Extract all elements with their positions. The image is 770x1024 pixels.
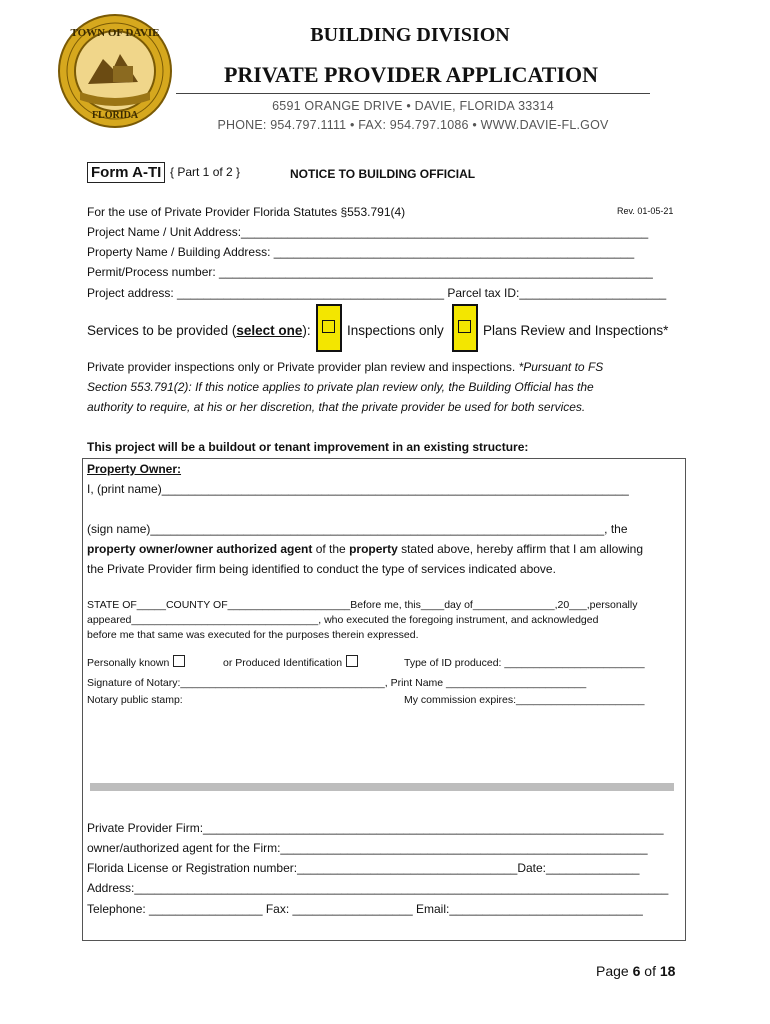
notice-title: NOTICE TO BUILDING OFFICIAL xyxy=(290,167,476,181)
print-name-field[interactable]: I, (print name)______________________________________________________________________ xyxy=(87,482,629,496)
statute-line: For the use of Private Provider Florida Statutes §553.791(4) xyxy=(87,205,406,219)
checkbox-icon[interactable] xyxy=(346,655,358,667)
services-label: Services to be provided (select one): xyxy=(87,323,311,338)
sign-name-field[interactable]: (sign name)____________________________________________________________________, the xyxy=(87,522,628,536)
permit-number-field[interactable]: Permit/Process number: _________________________________________________________________ xyxy=(87,265,653,279)
contact-line: PHONE: 954.797.1111 • FAX: 954.797.1086 • WWW.DAVIE-FL.GOV xyxy=(217,118,609,132)
revision-date: Rev. 01-05-21 xyxy=(617,206,674,216)
notary-before-line: before me that same was executed for the purposes therein expressed. xyxy=(87,629,419,641)
project-address-field[interactable]: Project address: ________________________________________ Parcel tax ID:______________________ xyxy=(87,286,667,300)
svg-text:FLORIDA: FLORIDA xyxy=(91,110,139,121)
form-id: Form A-TI xyxy=(87,162,165,183)
owner-affirmation: property owner/owner authorized agent of the property stated above, hereby affirm that I am allowing xyxy=(87,542,643,556)
checkbox-icon[interactable] xyxy=(173,655,185,667)
option-plans-review: Plans Review and Inspections* xyxy=(483,323,669,338)
produced-id-option[interactable]: or Produced Identification xyxy=(223,655,358,671)
town-seal-logo xyxy=(58,14,172,128)
section-separator xyxy=(90,783,674,791)
provider-agent-field[interactable]: owner/authorized agent for the Firm:_______________________________________________________ xyxy=(87,841,648,855)
property-owner-heading: Property Owner: xyxy=(87,462,182,476)
license-number-field[interactable]: Florida License or Registration number:_________________________________Date:______________ xyxy=(87,861,640,875)
form-part: { Part 1 of 2 } xyxy=(170,165,241,179)
provider-address-field[interactable]: Address:________________________________________________________________________________ xyxy=(87,881,669,895)
division-title: BUILDING DIVISION xyxy=(310,24,510,46)
checkbox-icon xyxy=(322,320,335,333)
personally-known-option[interactable]: Personally known xyxy=(87,655,185,671)
svg-text:TOWN OF DAVIE: TOWN OF DAVIE xyxy=(70,27,160,39)
header-divider xyxy=(176,93,650,94)
page-number: Page 6 of 18 xyxy=(596,963,676,979)
checkbox-icon xyxy=(458,320,471,333)
notary-signature-field[interactable]: Signature of Notary:___________________________________, Print Name ________________________ xyxy=(87,677,587,689)
services-explanation: Private provider inspections only or Private provider plan review and inspections. *Pursuant to FS Section 553.791(2): If this notice applies to private plan review only, the Building Official has the authority to require, at his or her discretion, that the private provider be used for both services. xyxy=(87,360,604,414)
notary-appeared-line[interactable]: appeared________________________________, who executed the foregoing instrument, and acknowledged xyxy=(87,614,599,626)
property-name-field[interactable]: Property Name / Building Address: ______________________________________________________ xyxy=(87,245,635,259)
plans-review-checkbox[interactable] xyxy=(452,304,478,352)
provider-firm-field[interactable]: Private Provider Firm:_____________________________________________________________________ xyxy=(87,821,664,835)
notary-state-line[interactable]: STATE OF_____COUNTY OF_____________________Before me, this____day of______________,20___,personally xyxy=(87,599,638,611)
type-of-id-field[interactable]: Type of ID produced: ________________________ xyxy=(404,657,645,669)
commission-expires-field[interactable]: My commission expires:______________________ xyxy=(404,694,645,706)
provider-phone-field[interactable]: Telephone: _________________ Fax: __________________ Email:_____________________________ xyxy=(87,902,643,916)
option-inspections-only: Inspections only xyxy=(347,323,444,338)
address-line: 6591 ORANGE DRIVE • DAVIE, FLORIDA 33314 xyxy=(272,99,554,113)
project-name-field[interactable]: Project Name / Unit Address:_____________________________________________________________ xyxy=(87,225,649,239)
notary-stamp-label: Notary public stamp: xyxy=(87,694,183,706)
buildout-statement: This project will be a buildout or tenant improvement in an existing structure: xyxy=(87,440,529,454)
header-contact xyxy=(176,97,650,135)
inspections-only-checkbox[interactable] xyxy=(316,304,342,352)
owner-affirmation-line2: the Private Provider firm being identified to conduct the type of services indicated above. xyxy=(87,562,556,576)
application-title: PRIVATE PROVIDER APPLICATION xyxy=(223,62,599,87)
